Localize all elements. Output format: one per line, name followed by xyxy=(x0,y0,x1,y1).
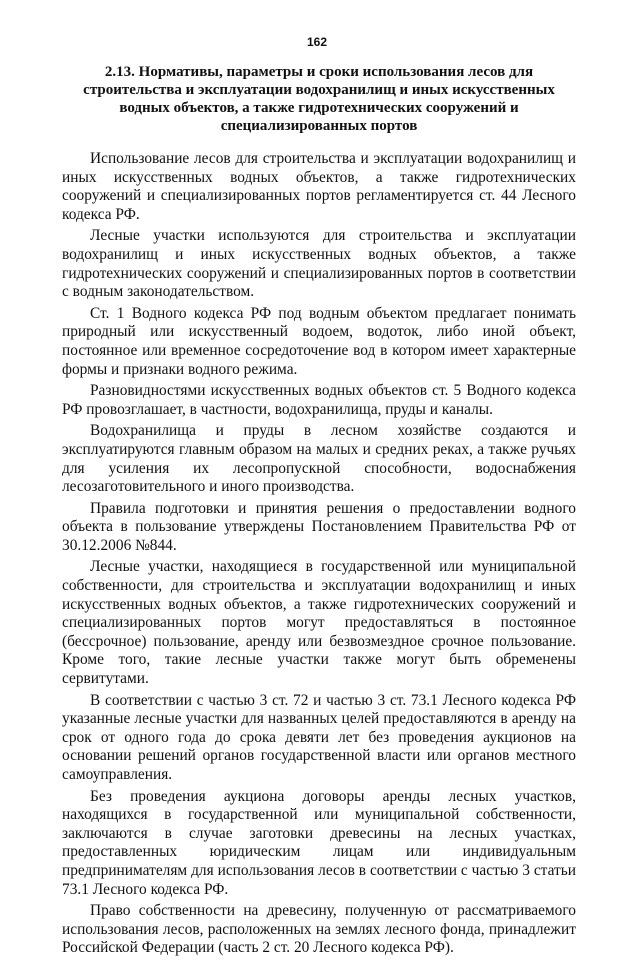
paragraph: Правила подготовки и принятия решения о предоставлении водного объекта в пользование утверждены Постановлением Правительства РФ от 30.12.2006 №844. xyxy=(62,499,576,554)
page-number: 162 xyxy=(306,35,328,49)
body-text xyxy=(62,150,576,961)
paragraph: Разновидностями искусственных водных объектов ст. 5 Водного кодекса РФ провозглашает, в частности, водохранилища, пруды и каналы. xyxy=(62,382,576,418)
paragraph: Водохранилища и пруды в лесном хозяйстве создаются и эксплуатируются главным образом на малых и средних реках, а также ручьях для усиления их лесопропускной способности, водоснабжения лесозаготовительного и иного производства. xyxy=(62,422,576,496)
section-heading: 2.13. Нормативы, параметры и сроки использования лесов для строительства и эксплуатации водохранилищ и иных искусственных водных объектов, а также гидротехнических сооружений и специализированных портов xyxy=(83,64,555,134)
paragraph: Лесные участки, находящиеся в государственной или муниципальной собственности, для строительства и эксплуатации водохранилищ и иных искусственных водных объектов, а также гидротехнических сооружений и специализированных портов могут предоставляться в постоянное (бессрочное) пользование, аренду или безвозмездное срочное пользование. Кроме того, такие лесные участки также могут быть обременены сервитутами. xyxy=(62,558,576,688)
paragraph: В соответствии с частью 3 ст. 72 и частью 3 ст. 73.1 Лесного кодекса РФ указанные лесные участки для названных целей предоставляются в аренду на срок от одного года до срока девяти лет без проведения аукционов на основании решений органов государственной власти или органов местного самоуправления. xyxy=(62,691,576,783)
paragraph: Право собственности на древесину, полученную от рассматриваемого использования лесов, расположенных на землях лесного фонда, принадлежит Российской Федерации (часть 2 ст. 20 Лесного кодекса РФ). xyxy=(62,902,576,957)
paragraph: Использование лесов для строительства и эксплуатации водохранилищ и иных искусственных водных объектов, а также гидротехнических сооружений и специализированных портов регламентируется ст. 44 Лесного кодекса РФ. xyxy=(62,150,576,223)
paragraph: Без проведения аукциона договоры аренды лесных участков, находящихся в государственной или муниципальной собственности, заключаются в случае заготовки древесины на лесных участках, предоставленных юридическим лицам или индивидуальным предпринимателям для использования лесов в соответствии с частью 3 статьи 73.1 Лесного кодекса РФ. xyxy=(62,787,576,898)
paragraph: Ст. 1 Водного кодекса РФ под водным объектом предлагает понимать природный или искусственный водоем, водоток, либо иной объект, постоянное или временное сосредоточение вод в котором имеет характерные формы и признаки водного режима. xyxy=(62,304,576,378)
paragraph: Лесные участки используются для строительства и эксплуатации водохранилищ и иных искусственных водных объектов, а также гидротехнических сооружений и специализированных портов в соответствии с водным законодательством. xyxy=(62,227,576,301)
